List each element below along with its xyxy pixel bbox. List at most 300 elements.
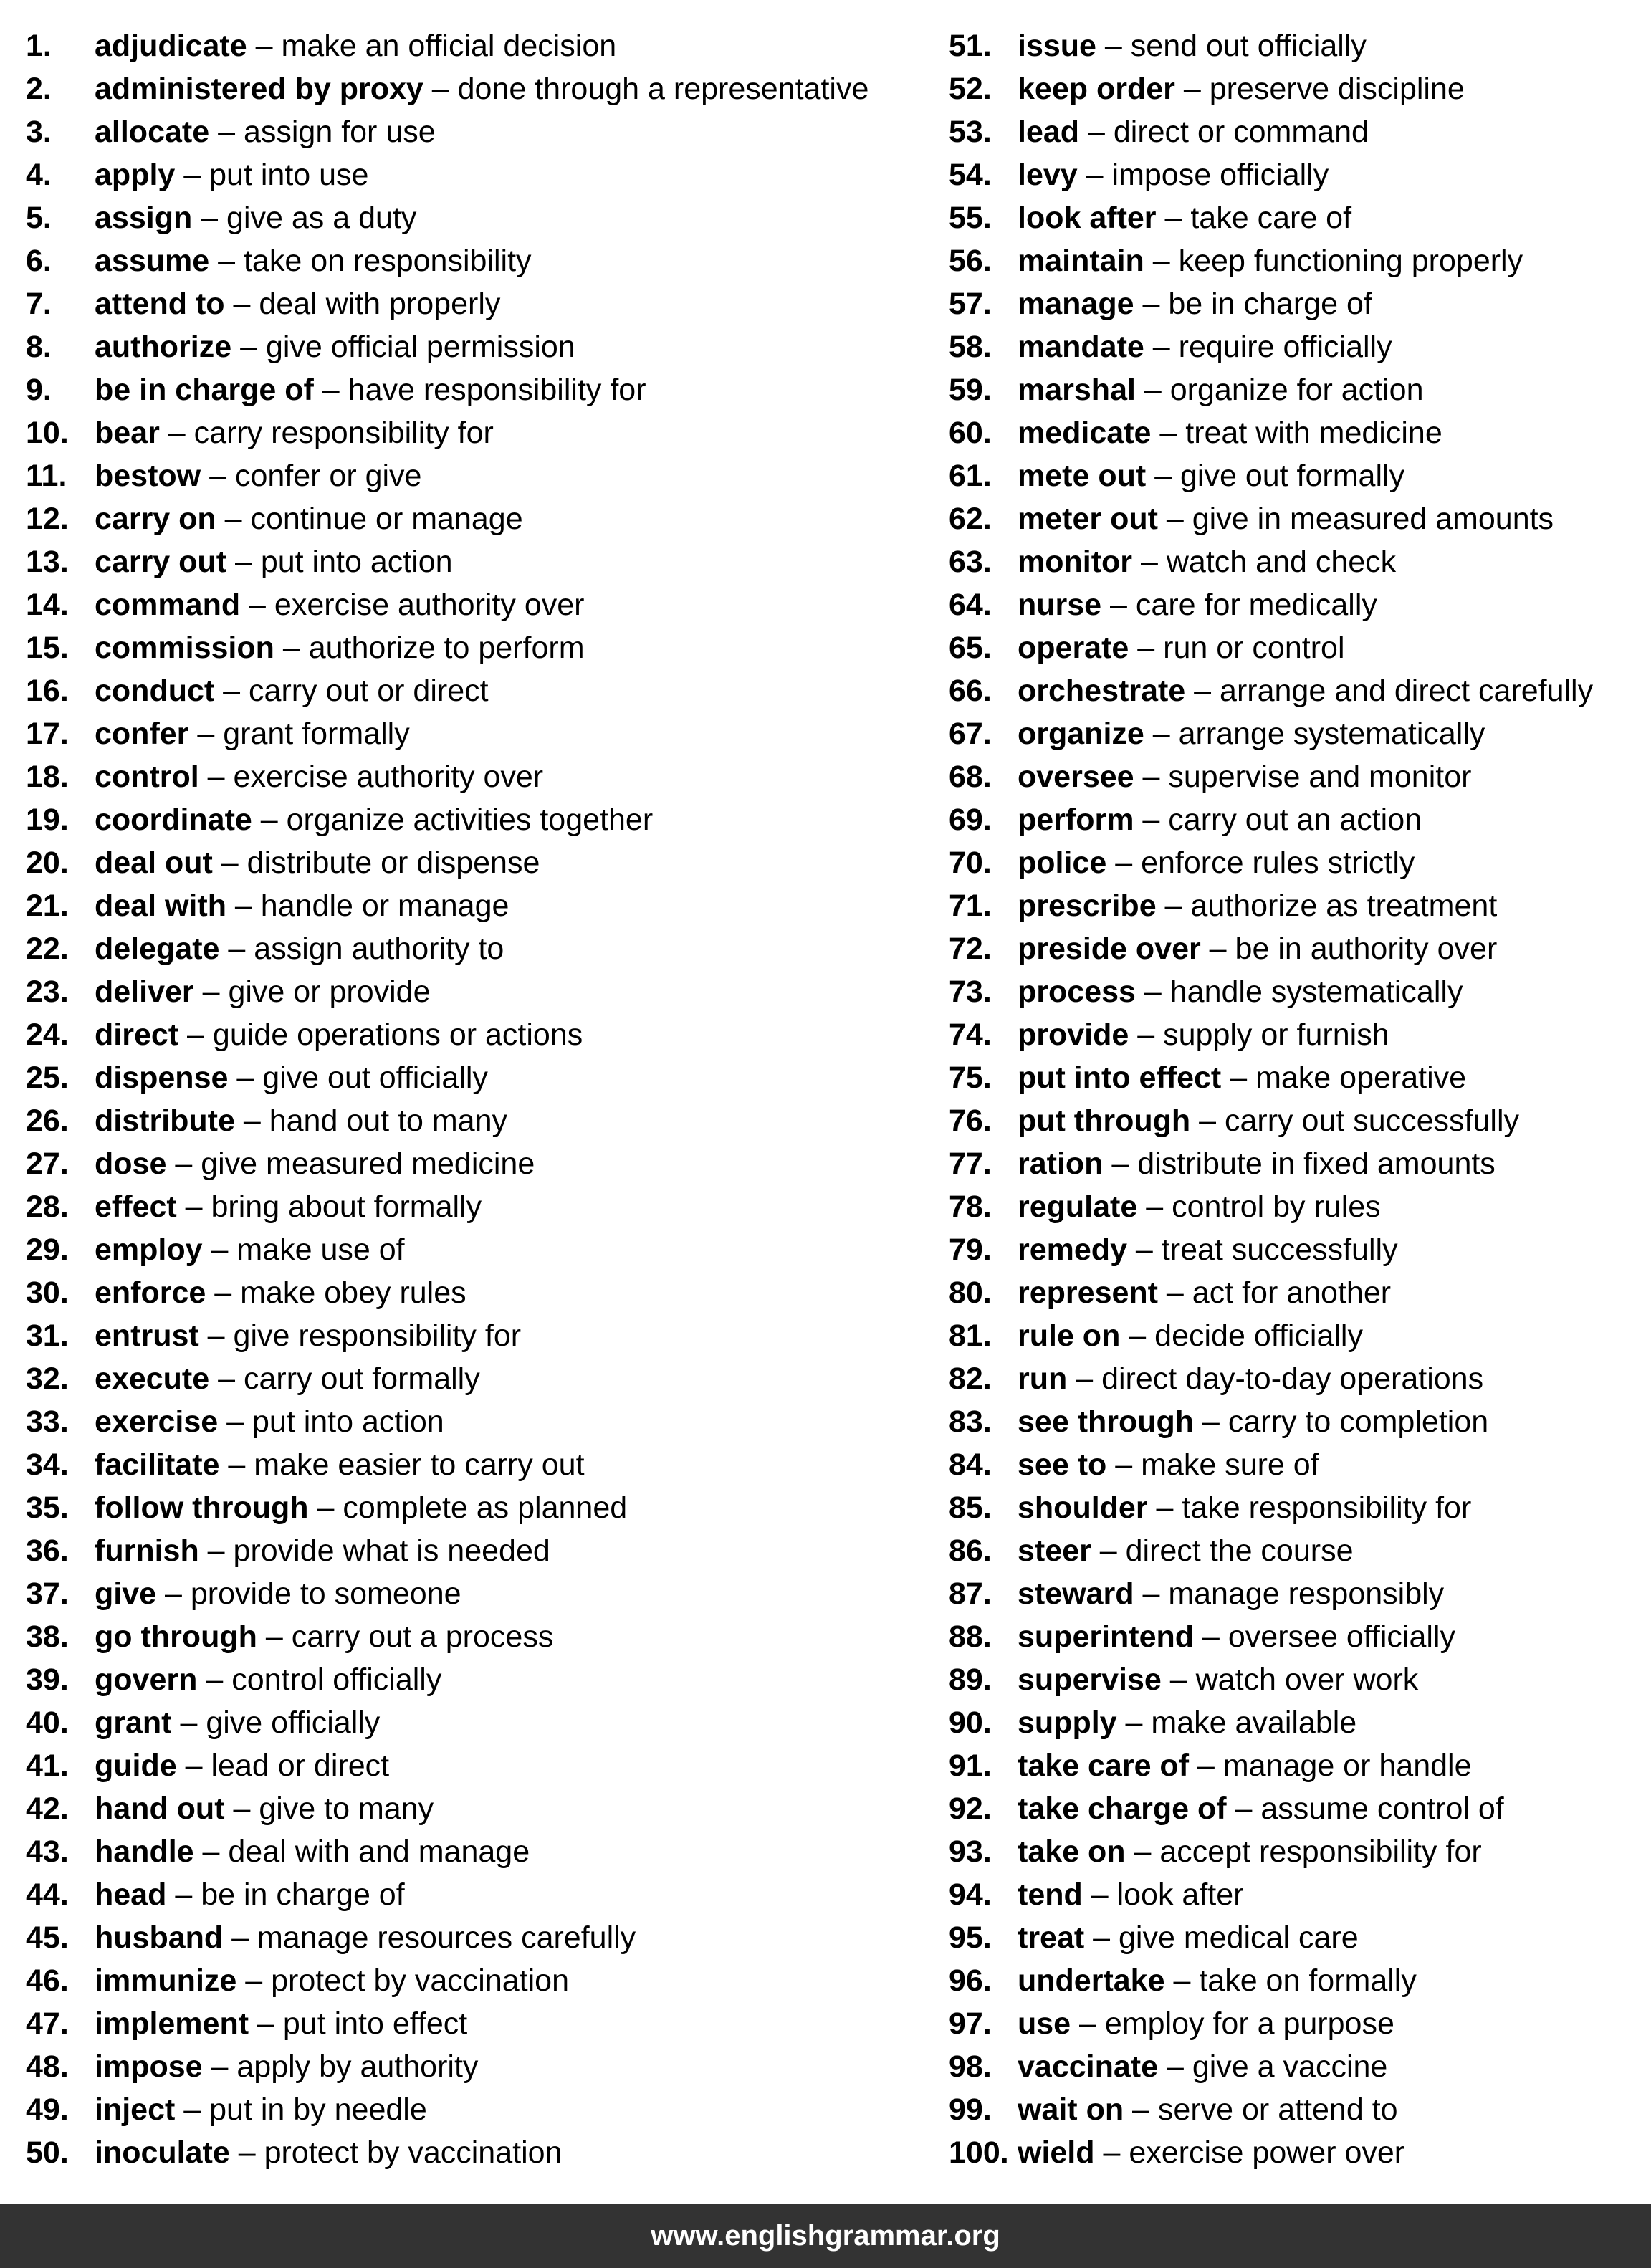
item-number: 54. [949, 158, 992, 192]
list-item [949, 1443, 1637, 1486]
item-definition: organize for action [1169, 373, 1424, 407]
item-definition: handle or manage [260, 889, 509, 923]
item-number: 1. [26, 29, 52, 63]
list-item [26, 368, 914, 411]
item-definition: give as a duty [226, 201, 417, 235]
item-separator: – [1226, 1791, 1261, 1826]
item-definition: carry responsibility for [193, 416, 494, 450]
list-item [26, 1357, 914, 1400]
list-item [26, 970, 914, 1013]
list-item [949, 1916, 1637, 1959]
item-separator: – [1082, 1877, 1117, 1912]
item-separator: – [202, 1233, 237, 1267]
item-term: inject [95, 2092, 176, 2127]
item-number: 98. [949, 2049, 992, 2084]
item-number: 37. [26, 1576, 69, 1611]
item-definition: confer or give [234, 459, 422, 493]
item-separator: – [209, 1362, 244, 1396]
item-separator: – [231, 330, 266, 364]
list-item [26, 1787, 914, 1830]
item-number: 43. [26, 1834, 69, 1869]
item-term: perform [1018, 803, 1134, 837]
item-definition: act for another [1192, 1276, 1392, 1310]
item-term: see to [1018, 1448, 1107, 1482]
item-definition: be in authority over [1235, 932, 1498, 966]
list-item [949, 1357, 1637, 1400]
item-definition: give out formally [1180, 459, 1405, 493]
list-item [26, 1701, 914, 1744]
item-term: exercise [95, 1405, 219, 1439]
list-item [949, 2045, 1637, 2088]
item-definition: deal with properly [259, 287, 501, 321]
item-definition: give to many [259, 1791, 434, 1826]
item-term: maintain [1018, 244, 1144, 278]
item-number: 81. [949, 1319, 992, 1353]
item-separator: – [171, 1705, 206, 1740]
item-number: 80. [949, 1276, 992, 1310]
item-term: confer [95, 717, 189, 751]
item-separator: – [178, 1018, 213, 1052]
item-separator: – [229, 2135, 264, 2170]
item-term: go through [95, 1619, 257, 1654]
item-term: govern [95, 1662, 198, 1697]
list-item [26, 454, 914, 497]
item-term: dispense [95, 1061, 229, 1095]
item-separator: – [175, 2092, 210, 2127]
item-term: undertake [1018, 1963, 1165, 1998]
item-definition: grant formally [223, 717, 410, 751]
list-item [949, 1572, 1637, 1615]
item-number: 21. [26, 889, 69, 923]
item-definition: exercise authority over [233, 760, 544, 794]
list-item [949, 1099, 1637, 1142]
list-item [26, 497, 914, 540]
item-definition: give in measured amounts [1192, 502, 1554, 536]
item-separator: – [1144, 330, 1179, 364]
item-definition: bring about formally [211, 1190, 482, 1224]
list-item [26, 239, 914, 282]
item-number: 74. [949, 1018, 992, 1052]
item-term: rule on [1018, 1319, 1121, 1353]
item-number: 13. [26, 545, 69, 579]
item-definition: impose officially [1111, 158, 1329, 192]
item-number: 27. [26, 1147, 69, 1181]
list-item [26, 626, 914, 669]
item-term: preside over [1018, 932, 1201, 966]
list-item [26, 1185, 914, 1228]
item-term: bestow [95, 459, 201, 493]
item-term: deal with [95, 889, 226, 923]
item-separator: – [223, 1920, 257, 1955]
list-item [26, 1486, 914, 1529]
item-number: 71. [949, 889, 992, 923]
item-number: 93. [949, 1834, 992, 1869]
item-number: 31. [26, 1319, 69, 1353]
item-term: use [1018, 2006, 1071, 2041]
item-term: distribute [95, 1104, 235, 1138]
list-item [26, 1830, 914, 1873]
item-definition: exercise power over [1129, 2135, 1405, 2170]
item-separator: – [219, 1448, 254, 1482]
list-item [26, 325, 914, 368]
item-term: marshal [1018, 373, 1136, 407]
item-number: 28. [26, 1190, 69, 1224]
item-number: 62. [949, 502, 992, 536]
item-definition: carry out an action [1168, 803, 1422, 837]
item-separator: – [1120, 1319, 1155, 1353]
item-definition: control officially [231, 1662, 442, 1697]
item-term: monitor [1018, 545, 1133, 579]
item-number: 84. [949, 1448, 992, 1482]
list-item [949, 1529, 1637, 1572]
item-separator: – [166, 1877, 201, 1912]
item-number: 19. [26, 803, 69, 837]
item-definition: preserve discipline [1209, 72, 1465, 106]
item-number: 38. [26, 1619, 69, 1654]
list-item [949, 1787, 1637, 1830]
item-separator: – [216, 502, 251, 536]
item-term: be in charge of [95, 373, 314, 407]
item-separator: – [1096, 29, 1131, 63]
item-separator: – [1221, 1061, 1256, 1095]
item-separator: – [159, 416, 194, 450]
item-definition: put into action [260, 545, 453, 579]
list-item [26, 24, 914, 67]
item-separator: – [1185, 674, 1220, 708]
item-separator: – [1156, 201, 1191, 235]
item-term: deliver [95, 975, 194, 1009]
item-number: 6. [26, 244, 52, 278]
item-number: 3. [26, 115, 52, 149]
item-term: supervise [1018, 1662, 1162, 1697]
item-separator: – [252, 803, 287, 837]
list-item [949, 1658, 1637, 1701]
item-separator: – [1091, 1533, 1126, 1568]
item-separator: – [1134, 803, 1169, 837]
item-separator: – [1106, 1448, 1142, 1482]
item-number: 82. [949, 1362, 992, 1396]
item-definition: exercise authority over [274, 588, 585, 622]
list-item [949, 2088, 1637, 2131]
item-definition: carry out a process [291, 1619, 554, 1654]
item-number: 32. [26, 1362, 69, 1396]
list-item [949, 1873, 1637, 1916]
item-separator: – [198, 1533, 234, 1568]
list-item [26, 1099, 914, 1142]
item-term: bear [95, 416, 160, 450]
item-term: delegate [95, 932, 220, 966]
item-separator: – [308, 1491, 343, 1525]
item-separator: – [1084, 1920, 1119, 1955]
item-separator: – [198, 760, 234, 794]
item-separator: – [176, 1748, 211, 1783]
item-number: 97. [949, 2006, 992, 2041]
word-list-column-right [949, 24, 1637, 2174]
item-definition: provide to someone [190, 1576, 461, 1611]
item-number: 79. [949, 1233, 992, 1267]
list-item [26, 755, 914, 798]
item-separator: – [1137, 1190, 1172, 1224]
item-number: 75. [949, 1061, 992, 1095]
item-separator: – [228, 1061, 263, 1095]
list-item [26, 1400, 914, 1443]
item-term: put into effect [1018, 1061, 1222, 1095]
list-item [26, 411, 914, 454]
item-term: follow through [95, 1491, 309, 1525]
item-term: impose [95, 2049, 203, 2084]
list-item [949, 626, 1637, 669]
item-number: 99. [949, 2092, 992, 2127]
list-item [949, 1056, 1637, 1099]
item-number: 34. [26, 1448, 69, 1482]
item-separator: – [1106, 846, 1142, 880]
item-number: 91. [949, 1748, 992, 1783]
item-separator: – [226, 545, 261, 579]
item-definition: carry out successfully [1225, 1104, 1520, 1138]
list-item [949, 1400, 1637, 1443]
item-definition: look after [1116, 1877, 1244, 1912]
list-item [949, 1959, 1637, 2002]
list-item [949, 540, 1637, 583]
item-separator: – [192, 201, 227, 235]
list-item [949, 196, 1637, 239]
item-term: direct [95, 1018, 179, 1052]
item-definition: give out officially [262, 1061, 488, 1095]
item-separator: – [201, 459, 235, 493]
item-term: mandate [1018, 330, 1144, 364]
item-term: handle [95, 1834, 194, 1869]
item-separator: – [1101, 588, 1136, 622]
item-separator: – [1157, 1276, 1192, 1310]
item-definition: protect by vaccination [271, 1963, 570, 1998]
item-term: steer [1018, 1533, 1091, 1568]
item-number: 7. [26, 287, 52, 321]
item-definition: put into effect [282, 2006, 468, 2041]
item-definition: make operative [1255, 1061, 1467, 1095]
list-item [949, 1486, 1637, 1529]
item-definition: make use of [236, 1233, 405, 1267]
item-term: enforce [95, 1276, 206, 1310]
footer-website: www.englishgrammar.org [651, 2219, 1000, 2252]
item-term: facilitate [95, 1448, 220, 1482]
item-definition: distribute in fixed amounts [1137, 1147, 1496, 1181]
item-term: grant [95, 1705, 172, 1740]
item-number: 29. [26, 1233, 69, 1267]
item-definition: apply by authority [236, 2049, 479, 2084]
item-definition: assume control of [1260, 1791, 1504, 1826]
item-definition: complete as planned [343, 1491, 628, 1525]
item-number: 60. [949, 416, 992, 450]
item-number: 11. [26, 459, 67, 493]
item-separator: – [1126, 1233, 1162, 1267]
item-definition: make an official decision [281, 29, 617, 63]
item-separator: – [313, 373, 348, 407]
item-definition: put into action [252, 1405, 444, 1439]
item-separator: – [1164, 1963, 1200, 1998]
item-number: 5. [26, 201, 52, 235]
list-item [26, 2045, 914, 2088]
item-definition: assign for use [243, 115, 436, 149]
item-number: 14. [26, 588, 69, 622]
list-item [949, 153, 1637, 196]
item-term: look after [1018, 201, 1157, 235]
item-term: treat [1018, 1920, 1085, 1955]
item-number: 24. [26, 1018, 69, 1052]
item-separator: – [1129, 1018, 1164, 1052]
list-item [26, 669, 914, 712]
item-separator: – [1132, 545, 1167, 579]
item-term: put through [1018, 1104, 1191, 1138]
item-separator: – [1158, 2049, 1192, 2084]
item-term: take care of [1018, 1748, 1190, 1783]
list-item [26, 1142, 914, 1185]
item-separator: – [1174, 72, 1210, 106]
list-item [26, 540, 914, 583]
item-term: effect [95, 1190, 177, 1224]
item-term: commission [95, 631, 274, 665]
item-definition: make available [1151, 1705, 1357, 1740]
item-definition: treat successfully [1161, 1233, 1398, 1267]
item-number: 9. [26, 373, 52, 407]
item-definition: assign authority to [254, 932, 504, 966]
item-number: 94. [949, 1877, 992, 1912]
item-term: prescribe [1018, 889, 1157, 923]
item-term: coordinate [95, 803, 252, 837]
item-definition: manage responsibly [1168, 1576, 1445, 1611]
item-term: husband [95, 1920, 224, 1955]
item-number: 56. [949, 244, 992, 278]
item-separator: – [1135, 373, 1170, 407]
list-item [949, 1701, 1637, 1744]
word-list-column-left [26, 24, 914, 2174]
list-item [26, 1314, 914, 1357]
item-term: head [95, 1877, 167, 1912]
item-number: 48. [26, 2049, 69, 2084]
list-item [26, 884, 914, 927]
item-separator: – [197, 1662, 232, 1697]
list-item [949, 24, 1637, 67]
item-separator: – [1079, 115, 1114, 149]
item-term: mete out [1018, 459, 1147, 493]
item-term: carry out [95, 545, 227, 579]
item-number: 61. [949, 459, 992, 493]
item-term: shoulder [1018, 1491, 1148, 1525]
item-separator: – [1194, 1405, 1228, 1439]
list-item [949, 1142, 1637, 1185]
item-number: 47. [26, 2006, 69, 2041]
list-item [949, 669, 1637, 712]
item-definition: give or provide [228, 975, 431, 1009]
item-separator: – [224, 1791, 259, 1826]
item-number: 25. [26, 1061, 69, 1095]
item-term: carry on [95, 502, 216, 536]
item-term: regulate [1018, 1190, 1138, 1224]
list-item [26, 1056, 914, 1099]
item-term: orchestrate [1018, 674, 1186, 708]
item-definition: supply or furnish [1163, 1018, 1389, 1052]
list-item [949, 282, 1637, 325]
item-number: 15. [26, 631, 69, 665]
item-definition: give official permission [265, 330, 575, 364]
item-number: 100. [949, 2135, 1009, 2170]
item-term: run [1018, 1362, 1068, 1396]
item-number: 64. [949, 588, 992, 622]
item-separator: – [257, 1619, 292, 1654]
list-item [26, 153, 914, 196]
item-number: 8. [26, 330, 52, 364]
list-item [26, 798, 914, 841]
item-separator: – [1134, 287, 1169, 321]
item-separator: – [1125, 1834, 1160, 1869]
item-term: medicate [1018, 416, 1152, 450]
item-term: oversee [1018, 760, 1134, 794]
item-number: 70. [949, 846, 992, 880]
list-item [949, 583, 1637, 626]
item-number: 90. [949, 1705, 992, 1740]
item-term: see through [1018, 1405, 1195, 1439]
item-separator: – [1144, 717, 1179, 751]
item-term: apply [95, 158, 176, 192]
item-separator: – [1103, 1147, 1138, 1181]
item-term: take charge of [1018, 1791, 1227, 1826]
item-number: 36. [26, 1533, 69, 1568]
item-separator: – [1200, 932, 1235, 966]
item-number: 40. [26, 1705, 69, 1740]
list-item [26, 1443, 914, 1486]
list-item [949, 454, 1637, 497]
item-separator: – [1135, 975, 1170, 1009]
item-term: attend to [95, 287, 225, 321]
item-number: 10. [26, 416, 69, 450]
item-term: superintend [1018, 1619, 1195, 1654]
item-term: wait on [1018, 2092, 1124, 2127]
item-separator: – [234, 1104, 269, 1138]
item-number: 30. [26, 1276, 69, 1310]
item-definition: enforce rules strictly [1141, 846, 1415, 880]
item-separator: – [224, 287, 259, 321]
item-separator: – [423, 72, 458, 106]
item-separator: – [1134, 760, 1169, 794]
list-item [949, 67, 1637, 110]
item-term: entrust [95, 1319, 199, 1353]
list-item [26, 841, 914, 884]
item-definition: protect by vaccination [264, 2135, 563, 2170]
item-separator: – [1161, 1662, 1196, 1697]
item-term: administered by proxy [95, 72, 423, 106]
item-separator: – [193, 1834, 229, 1869]
item-definition: give measured medicine [201, 1147, 535, 1181]
item-definition: send out officially [1130, 29, 1367, 63]
item-definition: watch over work [1195, 1662, 1419, 1697]
item-term: steward [1018, 1576, 1134, 1611]
list-item [26, 1529, 914, 1572]
list-item [949, 1185, 1637, 1228]
item-number: 23. [26, 975, 69, 1009]
item-term: furnish [95, 1533, 199, 1568]
item-number: 45. [26, 1920, 69, 1955]
item-definition: authorize as treatment [1190, 889, 1498, 923]
item-definition: make easier to carry out [254, 1448, 585, 1482]
item-definition: take responsibility for [1182, 1491, 1472, 1525]
list-item [26, 2002, 914, 2045]
item-term: dose [95, 1147, 167, 1181]
item-term: wield [1018, 2135, 1095, 2170]
item-term: lead [1018, 115, 1080, 149]
list-item [26, 67, 914, 110]
list-item [949, 110, 1637, 153]
item-number: 35. [26, 1491, 69, 1525]
item-number: 95. [949, 1920, 992, 1955]
